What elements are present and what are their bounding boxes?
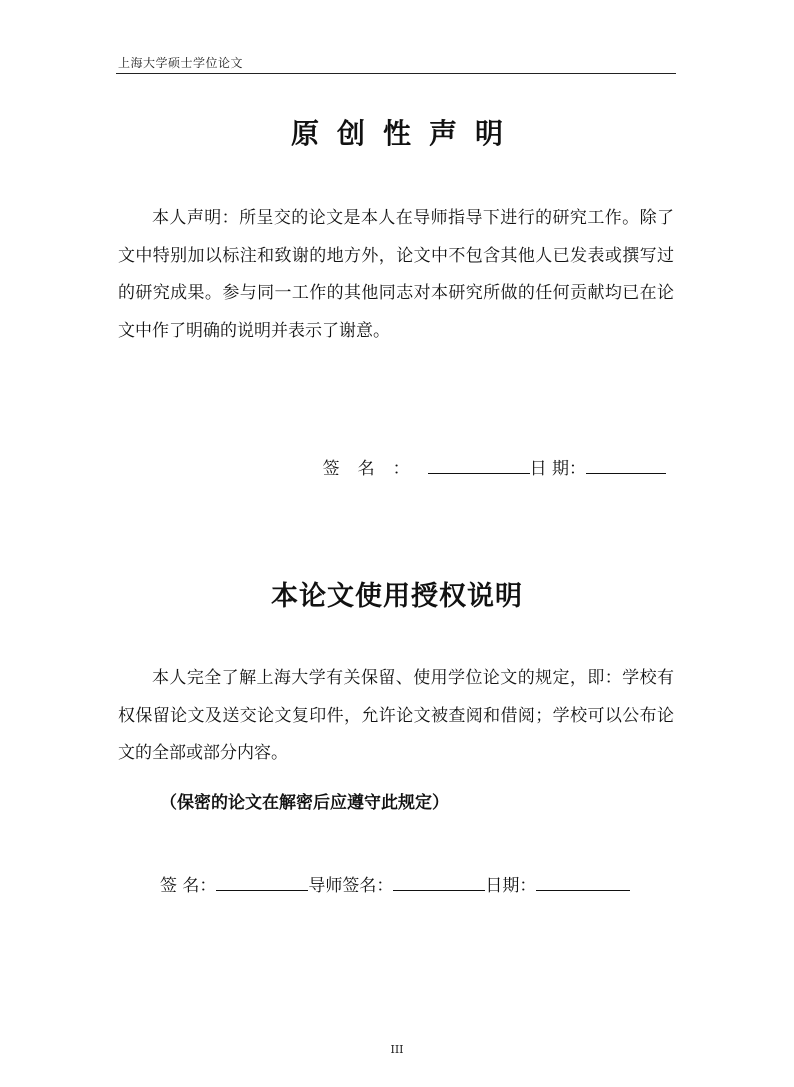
authorization-signature-line [160,871,630,896]
date-blank[interactable] [536,874,630,891]
authorization-statement: 本人完全了解上海大学有关保留、使用学位论文的规定，即：学校有权保留论文及送交论文复印件，允许论文被查阅和借阅；学校可以公布论文的全部或部分内容。 [118,668,674,763]
originality-statement: 本人声明：所呈交的论文是本人在导师指导下进行的研究工作。除了文中特别加以标注和致谢的地方外，论文中不包含其他人已发表或撰写过的研究成果。参与同一工作的其他同志对本研究所做的任何贡献均已在论文中作了明确的说明并表示了谢意。 [118,208,674,341]
date-label: 日期： [485,876,537,896]
originality-title: 原创性声明 [290,117,521,150]
running-header: 上海大学硕士学位论文 [118,56,244,70]
signature-blank[interactable] [216,874,308,891]
date-blank[interactable] [586,457,666,474]
advisor-signature-blank[interactable] [393,874,485,891]
confidential-note: （保密的论文在解密后应遵守此规定） [160,793,449,813]
signature-blank[interactable] [428,457,530,474]
header-rule [116,73,676,74]
page-number: III [390,1043,404,1056]
signature-label: 签名： [322,459,428,479]
originality-signature-line [323,454,666,479]
date-label: 日 期： [529,459,586,479]
advisor-signature-label: 导师签名： [308,876,394,896]
signature-label: 签 名： [160,876,217,896]
authorization-title: 本论文使用授权说明 [271,581,523,612]
